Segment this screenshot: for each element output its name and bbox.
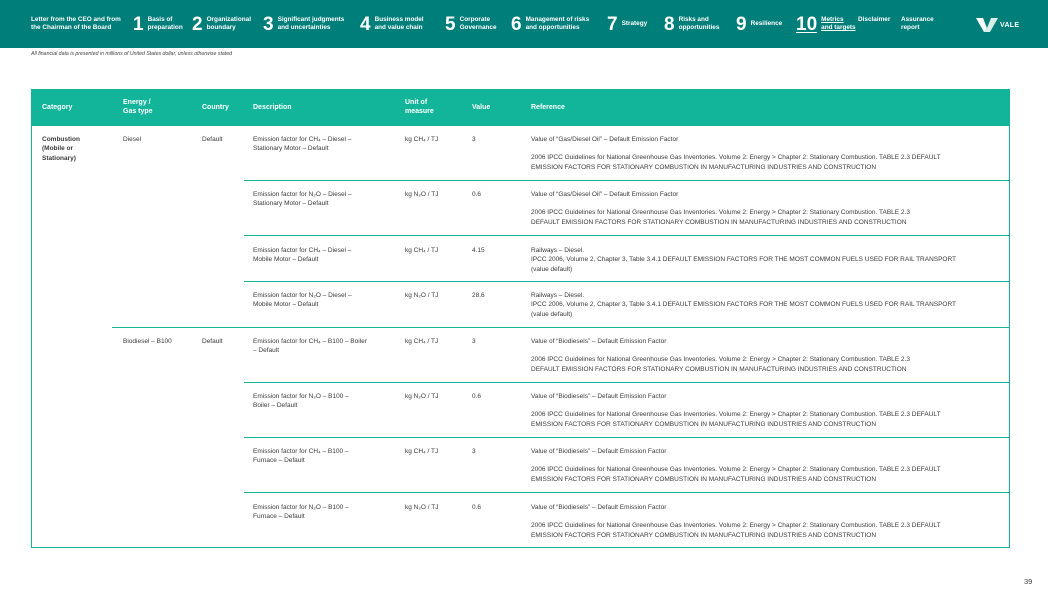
nav-item-letter[interactable] xyxy=(31,0,121,48)
nav-label-line2: and value chain xyxy=(374,24,423,31)
logo-text: VALE xyxy=(1000,21,1020,29)
description-line1: Emission factor for N₂O – B100 – xyxy=(253,504,349,511)
description-cell xyxy=(253,503,349,522)
category-line1: Combustion xyxy=(42,136,80,143)
reference-line2: 2006 IPCC Guidelines for National Greenhouse Gas Inventories. Volume 2: Energy > Chapter 2: Stationary Combustion. TABLE 2.3 DEFAULT xyxy=(531,154,941,162)
top-navigation xyxy=(0,0,1048,48)
reference-line3: DEFAULT EMISSION FACTORS FOR STATIONARY COMBUSTION IN MANUFACTURING INDUSTRIES AND CONSTRUCTION xyxy=(531,218,907,226)
category-line3: Stationary) xyxy=(42,154,76,162)
unit-cell: kg CH₄ / TJ xyxy=(405,136,439,143)
reference-line3: EMISSION FACTORS FOR STATIONARY COMBUSTION IN MANUFACTURING INDUSTRIES AND CONSTRUCTION xyxy=(531,475,877,483)
nav-label-line1: Letter from the CEO and from xyxy=(31,15,121,23)
nav-label-line2: Governance xyxy=(459,24,497,31)
nav-number: 9 xyxy=(736,13,747,35)
reference-line1: Value of “Biodiesels” – Default Emission Factor xyxy=(531,448,667,455)
row-divider xyxy=(244,437,1009,438)
value-cell: 3 xyxy=(472,448,476,455)
reference-line1: Value of “Gas/Diesel Oil” – Default Emission Factor xyxy=(531,191,679,198)
header-category: Category xyxy=(42,103,73,111)
nav-label-line1: Risks and xyxy=(678,15,709,23)
energy-cell-biodiesel: Biodiesel – B100 xyxy=(123,338,172,345)
nav-item-resilience[interactable] xyxy=(736,0,782,48)
vale-v-icon xyxy=(976,17,998,33)
nav-label-line1: Business model xyxy=(374,15,424,23)
nav-label-line1: Significant judgments xyxy=(277,15,345,23)
description-line1: Emission factor for CH₄ – Diesel – xyxy=(253,247,352,254)
unit-cell: kg CH₄ / TJ xyxy=(405,338,439,345)
financial-data-note: All financial data is presented in millions of United States dollar, unless otherwise stated xyxy=(31,51,232,57)
row-divider xyxy=(244,235,1009,236)
nav-label-line2: and uncertainties xyxy=(277,24,331,31)
description-cell xyxy=(253,337,367,356)
value-cell: 4.15 xyxy=(472,247,485,254)
vale-logo[interactable] xyxy=(976,16,1019,34)
nav-label-line1: Corporate xyxy=(459,15,491,23)
reference-line2: 2006 IPCC Guidelines for National Greenhouse Gas Inventories. Volume 2: Energy > Chapter 2: Stationary Combustion. TABLE 2.3 DEFAULT xyxy=(531,522,941,530)
nav-item-basis[interactable] xyxy=(133,0,183,48)
header-energy-gas-type xyxy=(123,90,153,126)
nav-item-strategy[interactable] xyxy=(607,0,647,48)
nav-label-line2: boundary xyxy=(206,24,236,31)
description-cell xyxy=(253,246,351,265)
value-cell: 0.6 xyxy=(472,191,482,198)
nav-label-line1: Management of risks xyxy=(525,15,590,23)
page-number: 39 xyxy=(1024,577,1033,586)
description-cell xyxy=(253,190,352,209)
nav-number: 3 xyxy=(263,13,274,35)
description-line2: Stationary Motor – Default xyxy=(253,145,329,153)
description-line2: – Default xyxy=(253,347,280,355)
reference-line2: IPCC 2006, Volume 2, Chapter 3, Table 3.4.1 DEFAULT EMISSION FACTORS FOR THE MOST COMMON FUELS USED FOR RAIL TRANSPORT xyxy=(531,256,957,264)
reference-line1: Railways – Diesel. xyxy=(531,292,585,299)
unit-cell: kg CH₄ / TJ xyxy=(405,448,439,455)
value-cell: 0.6 xyxy=(472,504,482,511)
nav-number: 1 xyxy=(133,13,144,35)
header-value: Value xyxy=(472,103,491,111)
row-divider xyxy=(244,492,1009,493)
nav-item-risks-opportunities[interactable] xyxy=(664,0,719,48)
reference-line3: EMISSION FACTORS FOR STATIONARY COMBUSTION IN MANUFACTURING INDUSTRIES AND CONSTRUCTION xyxy=(531,163,877,171)
nav-label-line1: Resilience xyxy=(750,19,783,27)
reference-line2: 2006 IPCC Guidelines for National Greenhouse Gas Inventories. Volume 2: Energy > Chapter 2: Stationary Combustion. TABLE 2.3 xyxy=(531,356,910,364)
reference-cell xyxy=(531,447,941,484)
nav-label-line2: report xyxy=(901,24,920,31)
description-line1: Emission factor for N₂O – B100 – xyxy=(253,393,349,400)
description-line1: Emission factor for CH₄ – B100 – Boiler xyxy=(253,338,367,345)
reference-line1: Railways – Diesel. xyxy=(531,247,585,254)
header-unit xyxy=(405,90,434,126)
row-divider xyxy=(244,382,1009,383)
reference-cell xyxy=(531,291,956,319)
nav-label-line1: Metrics xyxy=(821,15,844,23)
nav-label-line1: Strategy xyxy=(621,19,648,27)
row-divider xyxy=(244,180,1009,181)
description-line1: Emission factor for N₂O – Diesel – xyxy=(253,292,352,299)
header-energy-line2: Gas type xyxy=(123,108,153,115)
nav-number: 2 xyxy=(192,13,203,35)
group-divider xyxy=(112,327,1009,328)
reference-line3: EMISSION FACTORS FOR STATIONARY COMBUSTION IN MANUFACTURING INDUSTRIES AND CONSTRUCTION xyxy=(531,420,877,428)
nav-label-line2: opportunities xyxy=(678,24,720,31)
nav-number: 4 xyxy=(360,13,371,35)
description-line2: Furnace – Default xyxy=(253,513,305,521)
unit-cell: kg N₂O / TJ xyxy=(405,292,439,299)
value-cell: 3 xyxy=(472,338,476,345)
nav-item-metrics-targets[interactable] xyxy=(796,0,856,48)
nav-label-line1: Basis of xyxy=(147,15,173,23)
nav-label-line1: Disclaimer xyxy=(858,15,891,23)
reference-line3: DEFAULT EMISSION FACTORS FOR STATIONARY COMBUSTION IN MANUFACTURING INDUSTRIES AND CONSTRUCTION xyxy=(531,365,907,373)
nav-label-line2: the Chairman of the Board xyxy=(31,24,112,31)
value-cell: 3 xyxy=(472,136,476,143)
header-description: Description xyxy=(253,103,292,111)
description-line2: Mobile Motor – Default xyxy=(253,301,319,309)
category-line2: (Mobile or xyxy=(42,145,74,153)
description-line1: Emission factor for CH₄ – Diesel – xyxy=(253,136,352,143)
nav-label-line2: and targets xyxy=(821,24,856,31)
description-line1: Emission factor for N₂O – Diesel – xyxy=(253,191,352,198)
reference-line1: Value of “Biodiesels” – Default Emission Factor xyxy=(531,504,667,511)
reference-line2: IPCC 2006, Volume 2, Chapter 3, Table 3.4.1 DEFAULT EMISSION FACTORS FOR THE MOST COMMON FUELS USED FOR RAIL TRANSPORT xyxy=(531,301,957,309)
reference-line3: (value default) xyxy=(531,310,573,318)
nav-number: 7 xyxy=(607,13,618,35)
description-line2: Mobile Motor – Default xyxy=(253,256,319,264)
nav-item-judgments[interactable] xyxy=(263,0,344,48)
header-reference: Reference xyxy=(531,103,565,111)
reference-line3: (value default) xyxy=(531,265,573,273)
row-divider xyxy=(244,281,1009,282)
reference-cell xyxy=(531,135,941,172)
description-line2: Furnace – Default xyxy=(253,457,305,465)
reference-cell xyxy=(531,503,941,540)
nav-number: 8 xyxy=(664,13,675,35)
unit-cell: kg CH₄ / TJ xyxy=(405,247,439,254)
nav-label-line2: and opportunities xyxy=(525,24,580,31)
header-unit-line2: measure xyxy=(405,108,434,115)
nav-item-business-model[interactable] xyxy=(360,0,424,48)
description-cell xyxy=(253,291,352,310)
header-unit-line1: Unit of xyxy=(405,99,428,107)
description-line2: Boiler – Default xyxy=(253,402,298,410)
description-line1: Emission factor for CH₄ – B100 – xyxy=(253,448,349,455)
nav-label-line2: preparation xyxy=(147,24,183,31)
description-cell xyxy=(253,135,351,154)
reference-line2: 2006 IPCC Guidelines for National Greenhouse Gas Inventories. Volume 2: Energy > Chapter 2: Stationary Combustion. TABLE 2.3 DEFAULT xyxy=(531,466,941,474)
reference-cell xyxy=(531,337,910,374)
reference-line2: 2006 IPCC Guidelines for National Greenhouse Gas Inventories. Volume 2: Energy > Chapter 2: Stationary Combustion. TABLE 2.3 xyxy=(531,209,910,217)
description-line2: Stationary Motor – Default xyxy=(253,200,329,208)
nav-label-line1: Organizational xyxy=(206,15,251,23)
nav-item-governance[interactable] xyxy=(445,0,497,48)
energy-cell-diesel: Diesel xyxy=(123,136,142,143)
nav-item-boundary[interactable] xyxy=(192,0,251,48)
value-cell: 28.6 xyxy=(472,292,485,299)
reference-cell xyxy=(531,190,910,227)
reference-line1: Value of “Biodiesels” – Default Emission Factor xyxy=(531,338,667,345)
country-cell-biodiesel: Default xyxy=(202,338,223,345)
reference-line2: 2006 IPCC Guidelines for National Greenhouse Gas Inventories. Volume 2: Energy > Chapter 2: Stationary Combustion. TABLE 2.3 DEFAULT xyxy=(531,411,941,419)
description-cell xyxy=(253,392,349,411)
nav-number: 5 xyxy=(445,13,456,35)
nav-label-line1: Assurance xyxy=(901,15,934,23)
nav-item-risk-management[interactable] xyxy=(511,0,589,48)
reference-line3: EMISSION FACTORS FOR STATIONARY COMBUSTION IN MANUFACTURING INDUSTRIES AND CONSTRUCTION xyxy=(531,531,877,539)
nav-item-disclaimer[interactable] xyxy=(858,0,890,48)
country-cell-diesel: Default xyxy=(202,136,223,143)
description-cell xyxy=(253,447,349,466)
emission-factors-table xyxy=(31,89,1010,548)
nav-number: 6 xyxy=(511,13,522,35)
header-energy-line1: Energy / xyxy=(123,99,151,107)
reference-cell xyxy=(531,392,941,429)
reference-line1: Value of “Gas/Diesel Oil” – Default Emission Factor xyxy=(531,136,679,143)
reference-line1: Value of “Biodiesels” – Default Emission Factor xyxy=(531,393,667,400)
unit-cell: kg N₂O / TJ xyxy=(405,393,439,400)
unit-cell: kg N₂O / TJ xyxy=(405,191,439,198)
reference-cell xyxy=(531,246,956,274)
category-cell xyxy=(42,135,80,163)
nav-item-assurance[interactable] xyxy=(901,0,934,48)
header-country: Country xyxy=(202,103,229,111)
nav-number: 10 xyxy=(796,13,818,35)
unit-cell: kg N₂O / TJ xyxy=(405,504,439,511)
value-cell: 0.6 xyxy=(472,393,482,400)
table-header xyxy=(32,90,1009,126)
